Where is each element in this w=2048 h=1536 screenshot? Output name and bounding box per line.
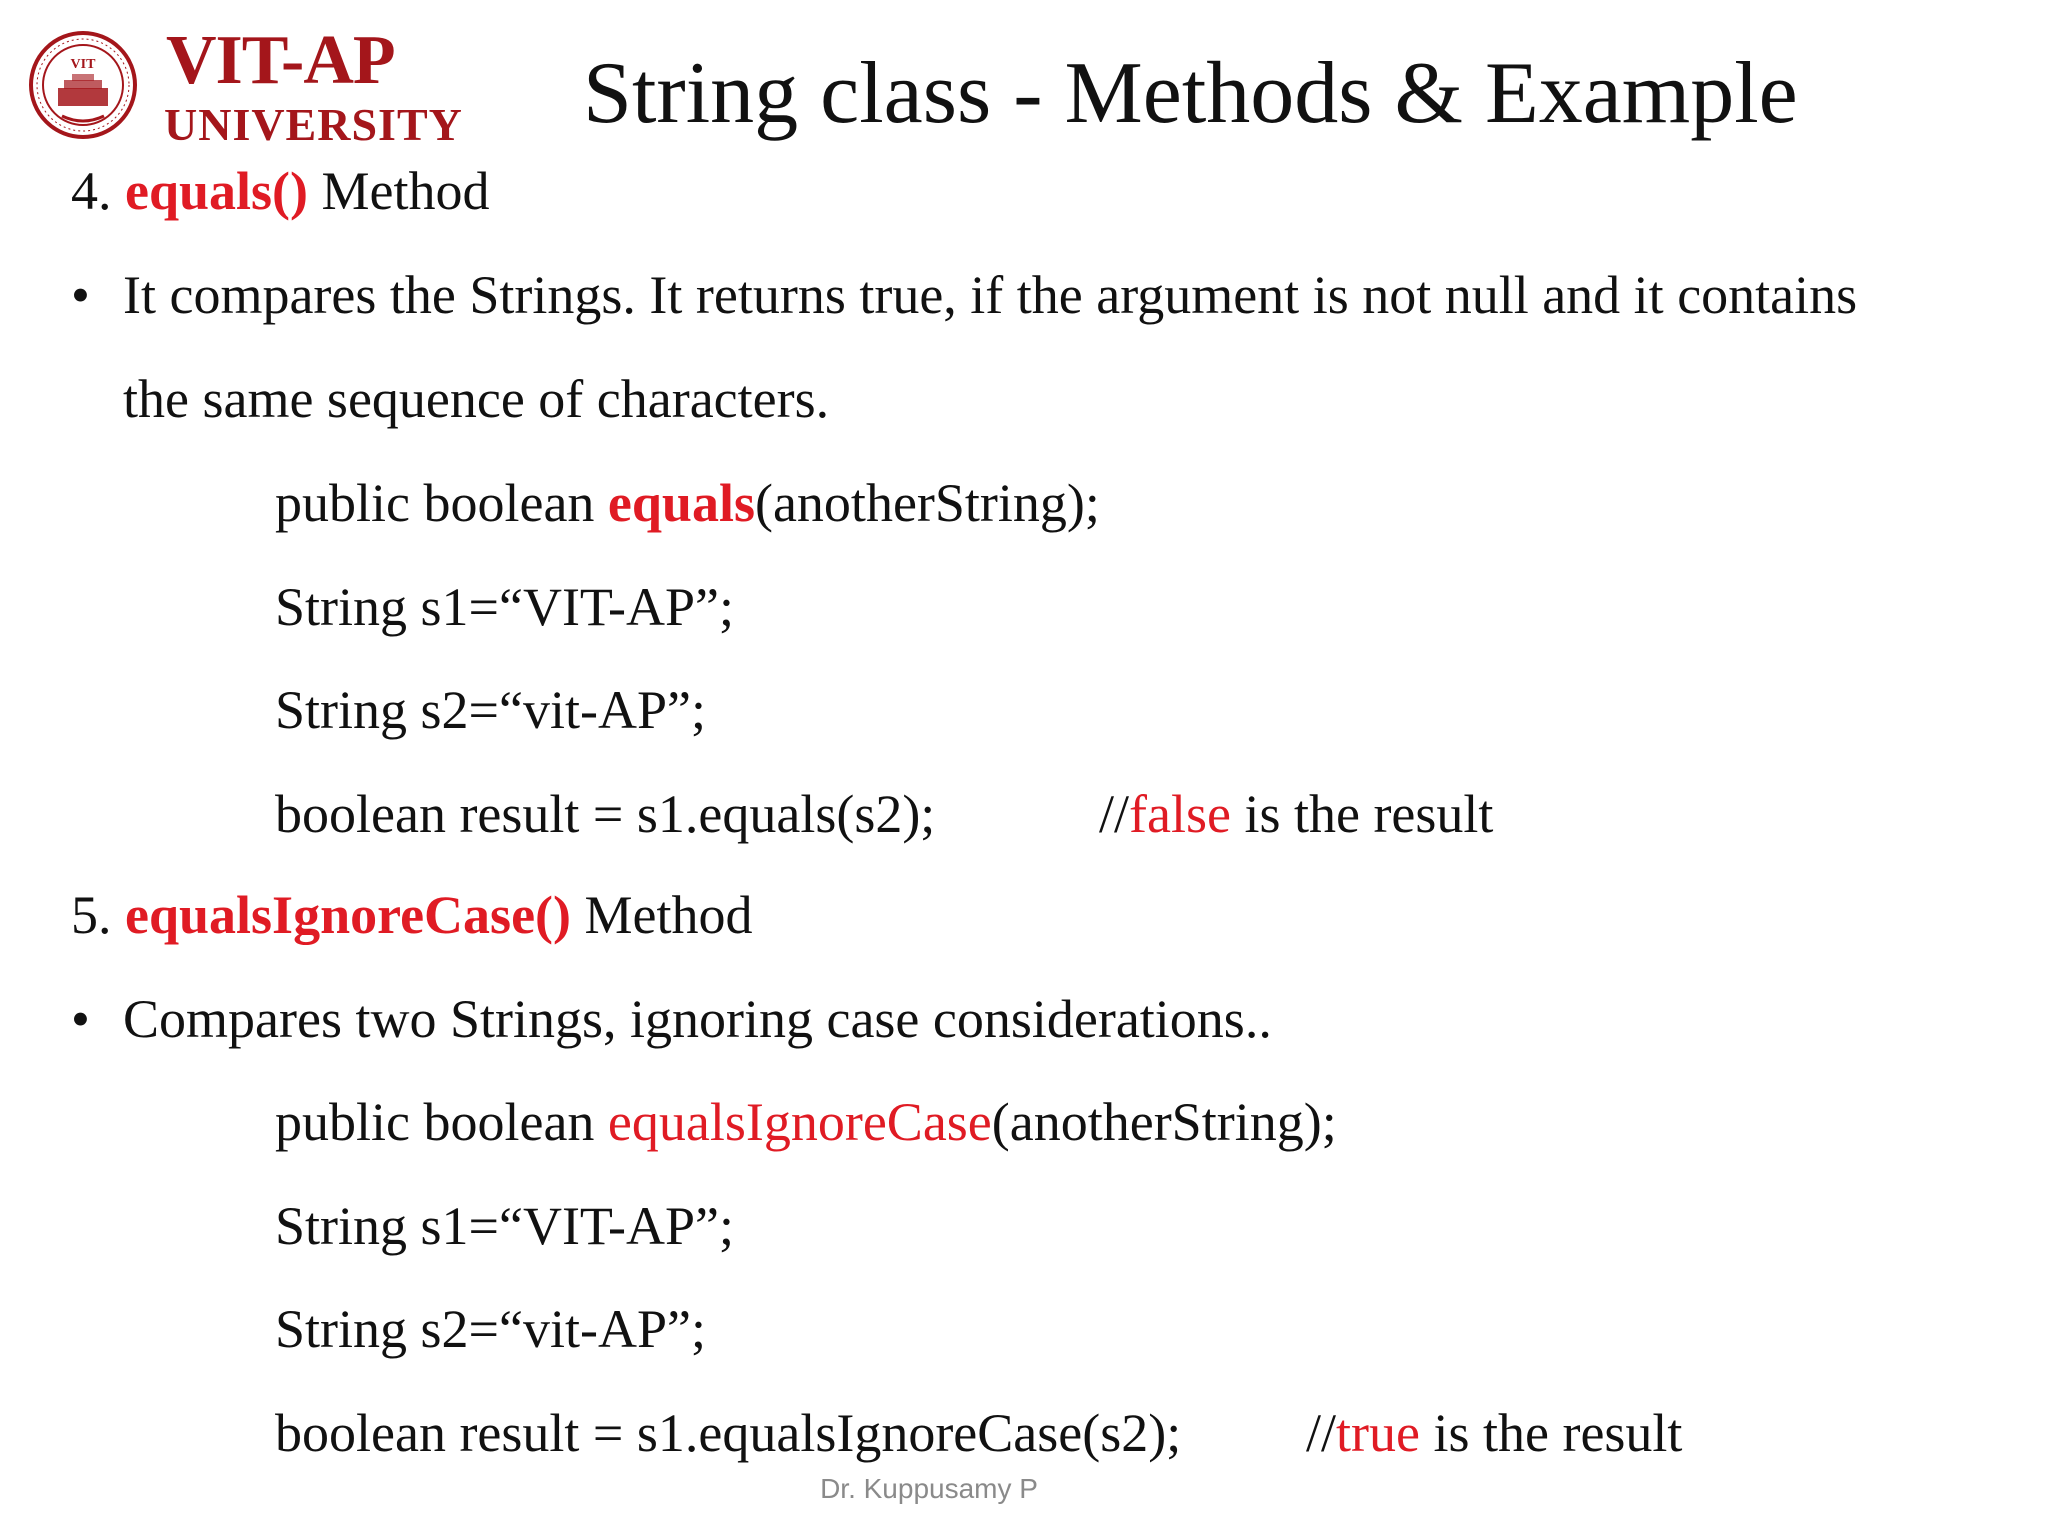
comment-suffix: is the result (1419, 1403, 1683, 1463)
equals-code-result: boolean result = s1.equals(s2); (275, 784, 936, 844)
signature-suffix: (anotherString); (991, 1092, 1337, 1152)
svg-text:VIT: VIT (70, 57, 96, 72)
method-label: Method (321, 161, 490, 221)
section-number: 5. (71, 885, 112, 945)
footer (0, 1473, 2048, 1505)
signature-suffix: (anotherString); (754, 473, 1100, 533)
section-heading-equals (71, 161, 490, 221)
logo-main-text: VIT-AP (166, 22, 395, 99)
section-heading-equalsignorecase (71, 885, 753, 945)
section-number: 4. (71, 161, 112, 221)
comment-prefix: // (1306, 1403, 1337, 1463)
equals-signature (275, 473, 1100, 533)
university-logo (28, 22, 463, 150)
method-name-equals: equals() (125, 161, 309, 221)
equalsignorecase-signature (275, 1092, 1337, 1152)
comment-value-false: false (1129, 784, 1231, 844)
method-name-equalsignorecase: equalsIgnoreCase() (125, 885, 572, 945)
comment-value-true: true (1336, 1403, 1420, 1463)
equalsignorecase-code-result: boolean result = s1.equalsIgnoreCase(s2); (275, 1403, 1182, 1463)
equalsignorecase-code-s1: String s1=“VIT-AP”; (275, 1196, 734, 1256)
author-name: Dr. Kuppusamy P (820, 1473, 1038, 1504)
equals-code-comment (1099, 784, 1494, 844)
logo-sub-text: UNIVERSITY (164, 99, 463, 150)
comment-suffix: is the result (1230, 784, 1494, 844)
bullet-icon: • (71, 989, 90, 1049)
bullet-icon: • (71, 265, 90, 325)
slide-title: String class - Methods & Example (583, 45, 1798, 142)
equals-description-line2: the same sequence of characters. (123, 369, 830, 429)
signature-method-name: equals (607, 473, 755, 533)
signature-prefix: public boolean (275, 473, 608, 533)
signature-method-name: equalsIgnoreCase (607, 1092, 992, 1152)
equals-code-s2: String s2=“vit-AP”; (275, 680, 706, 740)
equals-code-s1: String s1=“VIT-AP”; (275, 577, 734, 637)
equalsignorecase-code-comment (1306, 1403, 1683, 1463)
university-seal-icon (28, 30, 138, 140)
equals-description-line1: It compares the Strings. It returns true, if the argument is not null and it contains (123, 265, 1858, 325)
equalsignorecase-code-s2: String s2=“vit-AP”; (275, 1299, 706, 1359)
equalsignorecase-description: Compares two Strings, ignoring case considerations.. (123, 989, 1272, 1049)
comment-prefix: // (1099, 784, 1130, 844)
method-label: Method (584, 885, 753, 945)
signature-prefix: public boolean (275, 1092, 608, 1152)
